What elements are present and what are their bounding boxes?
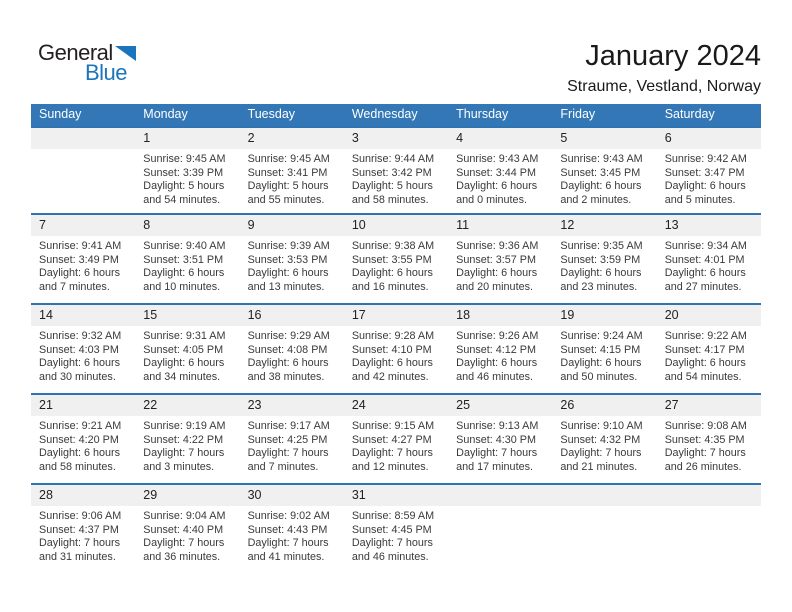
sunset-text: Sunset: 4:17 PM <box>664 343 745 356</box>
day-number-10: 10 <box>351 218 366 232</box>
sunrise-text: Sunrise: 9:38 AM <box>351 240 435 252</box>
day-cell-11 <box>448 236 552 294</box>
daylight1-text: Daylight: 7 hours <box>143 447 225 459</box>
week-3-number-band <box>31 305 761 326</box>
sunset-text: Sunset: 4:01 PM <box>664 253 745 266</box>
daylight2-text: and 17 minutes. <box>456 460 533 473</box>
daylight1-text: Daylight: 6 hours <box>143 357 225 369</box>
daylight1-text: Daylight: 6 hours <box>664 357 746 369</box>
day-header-monday: Monday <box>143 107 188 121</box>
daylight2-text: and 16 minutes. <box>351 280 429 293</box>
day-number-26: 26 <box>560 398 575 412</box>
day-number-20: 20 <box>664 308 679 322</box>
week-4-detail-band <box>31 416 761 474</box>
daylight1-text: Daylight: 6 hours <box>560 180 642 192</box>
sunrise-text: Sunrise: 9:45 AM <box>143 153 226 165</box>
daylight1-text: Daylight: 7 hours <box>351 537 433 549</box>
day-number-23: 23 <box>247 398 262 412</box>
daylight2-text: and 36 minutes. <box>143 550 221 563</box>
day-cell-12 <box>552 236 656 294</box>
sunset-text: Sunset: 4:30 PM <box>456 433 536 446</box>
daylight1-text: Daylight: 7 hours <box>560 447 642 459</box>
day-cell-empty <box>448 506 552 564</box>
day-cell-3 <box>344 149 448 207</box>
day-cell-25 <box>448 416 552 474</box>
daylight1-text: Daylight: 6 hours <box>39 447 121 459</box>
daylight1-text: Daylight: 6 hours <box>351 357 433 369</box>
sunset-text: Sunset: 4:43 PM <box>247 523 328 536</box>
daylight2-text: and 30 minutes. <box>39 370 116 383</box>
week-2-number-band <box>31 215 761 236</box>
sunset-text: Sunset: 3:45 PM <box>560 166 641 179</box>
daylight1-text: Daylight: 7 hours <box>351 447 433 459</box>
sunrise-text: Sunrise: 9:24 AM <box>560 330 643 342</box>
daylight1-text: Daylight: 6 hours <box>247 357 329 369</box>
day-number-empty <box>31 128 135 149</box>
day-cell-28 <box>31 506 135 564</box>
week-row-1 <box>31 126 761 213</box>
week-row-4 <box>31 393 761 483</box>
sunset-text: Sunset: 4:15 PM <box>560 343 641 356</box>
sunset-text: Sunset: 4:40 PM <box>143 523 224 536</box>
daylight2-text: and 13 minutes. <box>247 280 325 293</box>
sunset-text: Sunset: 4:25 PM <box>247 433 328 446</box>
sunset-text: Sunset: 3:57 PM <box>456 253 536 266</box>
sunset-text: Sunset: 4:32 PM <box>560 433 641 446</box>
day-number-12: 12 <box>560 218 575 232</box>
day-number-6: 6 <box>664 131 672 145</box>
logo-triangle-icon <box>115 46 136 61</box>
daylight2-text: and 7 minutes. <box>39 280 110 293</box>
day-cell-23 <box>240 416 344 474</box>
daylight2-text: and 12 minutes. <box>351 460 429 473</box>
day-cell-15 <box>135 326 239 384</box>
day-cell-4 <box>448 149 552 207</box>
sunrise-text: Sunrise: 9:17 AM <box>247 420 330 432</box>
day-number-31: 31 <box>351 488 366 502</box>
daylight2-text: and 58 minutes. <box>39 460 116 473</box>
day-cell-5 <box>552 149 656 207</box>
sunrise-text: Sunrise: 9:43 AM <box>456 153 539 165</box>
day-cell-6 <box>657 149 761 207</box>
day-cell-10 <box>344 236 448 294</box>
day-number-30: 30 <box>247 488 262 502</box>
daylight2-text: and 41 minutes. <box>247 550 325 563</box>
sunset-text: Sunset: 4:45 PM <box>351 523 432 536</box>
daylight2-text: and 0 minutes. <box>456 193 527 206</box>
daylight2-text: and 58 minutes. <box>351 193 429 206</box>
daylight2-text: and 27 minutes. <box>664 280 742 293</box>
sunrise-text: Sunrise: 9:06 AM <box>39 510 122 522</box>
sunset-text: Sunset: 3:42 PM <box>351 166 432 179</box>
sunrise-text: Sunrise: 9:21 AM <box>39 420 122 432</box>
day-number-29: 29 <box>143 488 158 502</box>
sunrise-text: Sunrise: 9:13 AM <box>456 420 539 432</box>
daylight1-text: Daylight: 6 hours <box>39 357 121 369</box>
sunrise-text: Sunrise: 9:28 AM <box>351 330 435 342</box>
calendar-table <box>31 104 761 573</box>
sunrise-text: Sunrise: 9:40 AM <box>143 240 226 252</box>
sunrise-text: Sunrise: 9:44 AM <box>351 153 435 165</box>
logo-text-blue: Blue <box>85 60 128 85</box>
sunset-text: Sunset: 4:08 PM <box>247 343 328 356</box>
day-cell-20 <box>657 326 761 384</box>
day-cell-17 <box>344 326 448 384</box>
day-cell-empty <box>552 506 656 564</box>
day-cell-30 <box>240 506 344 564</box>
daylight1-text: Daylight: 6 hours <box>456 357 538 369</box>
daylight1-text: Daylight: 7 hours <box>664 447 746 459</box>
daylight2-text: and 50 minutes. <box>560 370 638 383</box>
day-number-13: 13 <box>664 218 679 232</box>
sunset-text: Sunset: 3:44 PM <box>456 166 536 179</box>
sunset-text: Sunset: 3:47 PM <box>664 166 745 179</box>
day-header-tuesday: Tuesday <box>247 107 296 121</box>
daylight1-text: Daylight: 6 hours <box>560 267 642 279</box>
day-cell-19 <box>552 326 656 384</box>
daylight2-text: and 54 minutes. <box>664 370 742 383</box>
sunrise-text: Sunrise: 9:08 AM <box>664 420 747 432</box>
day-cell-7 <box>31 236 135 294</box>
daylight1-text: Daylight: 6 hours <box>351 267 433 279</box>
sunset-text: Sunset: 4:37 PM <box>39 523 119 536</box>
daylight1-text: Daylight: 6 hours <box>247 267 329 279</box>
day-number-8: 8 <box>143 218 151 232</box>
general-blue-logo <box>38 40 136 85</box>
day-cell-29 <box>135 506 239 564</box>
daylight1-text: Daylight: 6 hours <box>560 357 642 369</box>
daylight1-text: Daylight: 7 hours <box>247 447 329 459</box>
day-header-sunday: Sunday <box>39 107 82 121</box>
daylight2-text: and 34 minutes. <box>143 370 221 383</box>
daylight1-text: Daylight: 6 hours <box>456 180 538 192</box>
week-1-detail-band <box>31 149 761 207</box>
sunset-text: Sunset: 4:22 PM <box>143 433 224 446</box>
page-title: January 2024 <box>585 40 761 72</box>
daylight1-text: Daylight: 6 hours <box>143 267 225 279</box>
day-number-27: 27 <box>664 398 679 412</box>
day-cell-31 <box>344 506 448 564</box>
day-cell-27 <box>657 416 761 474</box>
daylight1-text: Daylight: 6 hours <box>456 267 538 279</box>
daylight1-text: Daylight: 7 hours <box>247 537 329 549</box>
sunrise-text: Sunrise: 9:10 AM <box>560 420 643 432</box>
day-number-28: 28 <box>39 488 53 502</box>
sunset-text: Sunset: 4:03 PM <box>39 343 119 356</box>
sunrise-text: Sunrise: 9:15 AM <box>351 420 435 432</box>
daylight2-text: and 2 minutes. <box>560 193 632 206</box>
day-header-wednesday: Wednesday <box>351 107 418 121</box>
daylight1-text: Daylight: 5 hours <box>247 180 329 192</box>
day-cell-2 <box>240 149 344 207</box>
page-subtitle: Straume, Vestland, Norway <box>567 78 761 95</box>
day-cell-24 <box>344 416 448 474</box>
day-cell-empty <box>31 149 135 207</box>
day-number-17: 17 <box>351 308 366 322</box>
sunrise-text: Sunrise: 9:45 AM <box>247 153 330 165</box>
sunrise-text: Sunrise: 9:02 AM <box>247 510 330 522</box>
sunset-text: Sunset: 3:41 PM <box>247 166 328 179</box>
day-number-22: 22 <box>143 398 158 412</box>
day-number-19: 19 <box>560 308 575 322</box>
week-row-5 <box>31 483 761 573</box>
daylight1-text: Daylight: 5 hours <box>351 180 433 192</box>
day-number-18: 18 <box>456 308 471 322</box>
day-number-16: 16 <box>247 308 262 322</box>
daylight1-text: Daylight: 6 hours <box>664 180 746 192</box>
sunset-text: Sunset: 4:35 PM <box>664 433 745 446</box>
day-number-15: 15 <box>143 308 158 322</box>
day-number-1: 1 <box>143 131 151 145</box>
title-block <box>567 40 761 96</box>
daylight2-text: and 20 minutes. <box>456 280 533 293</box>
day-number-3: 3 <box>351 131 359 145</box>
sunset-text: Sunset: 4:20 PM <box>39 433 119 446</box>
daylight2-text: and 5 minutes. <box>664 193 736 206</box>
sunrise-text: Sunrise: 9:04 AM <box>143 510 226 522</box>
day-number-11: 11 <box>456 218 470 232</box>
day-header-row <box>31 104 761 126</box>
daylight2-text: and 46 minutes. <box>351 550 429 563</box>
week-5-number-band <box>31 485 761 506</box>
day-cell-14 <box>31 326 135 384</box>
day-number-14: 14 <box>39 308 53 322</box>
day-cell-13 <box>657 236 761 294</box>
daylight2-text: and 26 minutes. <box>664 460 742 473</box>
day-cell-8 <box>135 236 239 294</box>
daylight2-text: and 38 minutes. <box>247 370 325 383</box>
daylight1-text: Daylight: 6 hours <box>39 267 121 279</box>
sunrise-text: Sunrise: 9:34 AM <box>664 240 747 252</box>
week-4-number-band <box>31 395 761 416</box>
daylight2-text: and 54 minutes. <box>143 193 221 206</box>
daylight2-text: and 21 minutes. <box>560 460 638 473</box>
day-number-empty <box>552 485 656 506</box>
sunrise-text: Sunrise: 9:22 AM <box>664 330 747 342</box>
sunrise-text: Sunrise: 9:35 AM <box>560 240 643 252</box>
day-number-21: 21 <box>39 398 53 412</box>
sunrise-text: Sunrise: 9:19 AM <box>143 420 226 432</box>
sunset-text: Sunset: 4:27 PM <box>351 433 432 446</box>
sunrise-text: Sunrise: 9:43 AM <box>560 153 643 165</box>
day-cell-22 <box>135 416 239 474</box>
daylight1-text: Daylight: 5 hours <box>143 180 225 192</box>
sunset-text: Sunset: 3:55 PM <box>351 253 432 266</box>
daylight2-text: and 3 minutes. <box>143 460 215 473</box>
logo-text-general: General <box>38 40 113 65</box>
daylight1-text: Daylight: 6 hours <box>664 267 746 279</box>
day-header-saturday: Saturday <box>664 107 715 121</box>
day-number-9: 9 <box>247 218 255 232</box>
sunset-text: Sunset: 3:53 PM <box>247 253 328 266</box>
sunset-text: Sunset: 4:12 PM <box>456 343 536 356</box>
sunrise-text: Sunrise: 9:39 AM <box>247 240 330 252</box>
daylight2-text: and 10 minutes. <box>143 280 221 293</box>
day-number-2: 2 <box>247 131 255 145</box>
day-cell-18 <box>448 326 552 384</box>
day-cell-1 <box>135 149 239 207</box>
sunrise-text: Sunrise: 9:26 AM <box>456 330 539 342</box>
day-cell-9 <box>240 236 344 294</box>
sunrise-text: Sunrise: 9:29 AM <box>247 330 330 342</box>
week-1-number-band <box>31 128 761 149</box>
day-cell-empty <box>657 506 761 564</box>
daylight1-text: Daylight: 7 hours <box>143 537 225 549</box>
sunrise-text: Sunrise: 9:42 AM <box>664 153 747 165</box>
week-5-detail-band <box>31 506 761 564</box>
weeks-container <box>31 126 761 573</box>
day-cell-21 <box>31 416 135 474</box>
week-2-detail-band <box>31 236 761 294</box>
day-number-5: 5 <box>560 131 568 145</box>
sunset-text: Sunset: 3:39 PM <box>143 166 224 179</box>
daylight2-text: and 42 minutes. <box>351 370 429 383</box>
day-header-thursday: Thursday <box>456 107 509 121</box>
day-number-empty <box>657 485 761 506</box>
daylight2-text: and 31 minutes. <box>39 550 116 563</box>
week-3-detail-band <box>31 326 761 384</box>
day-number-7: 7 <box>39 218 46 232</box>
sunrise-text: Sunrise: 9:32 AM <box>39 330 122 342</box>
sunset-text: Sunset: 4:05 PM <box>143 343 224 356</box>
day-header-friday: Friday <box>560 107 596 121</box>
day-number-24: 24 <box>351 398 366 412</box>
daylight2-text: and 46 minutes. <box>456 370 533 383</box>
sunrise-text: Sunrise: 9:36 AM <box>456 240 539 252</box>
sunset-text: Sunset: 3:51 PM <box>143 253 224 266</box>
sunset-text: Sunset: 3:49 PM <box>39 253 119 266</box>
day-number-25: 25 <box>456 398 471 412</box>
day-cell-16 <box>240 326 344 384</box>
sunrise-text: Sunrise: 9:41 AM <box>39 240 122 252</box>
day-number-empty <box>448 485 552 506</box>
sunrise-text: Sunrise: 9:31 AM <box>143 330 226 342</box>
daylight2-text: and 23 minutes. <box>560 280 638 293</box>
week-row-3 <box>31 303 761 393</box>
sunset-text: Sunset: 4:10 PM <box>351 343 432 356</box>
sunrise-text: Sunrise: 8:59 AM <box>351 510 435 522</box>
sunset-text: Sunset: 3:59 PM <box>560 253 641 266</box>
daylight2-text: and 7 minutes. <box>247 460 319 473</box>
daylight1-text: Daylight: 7 hours <box>456 447 538 459</box>
day-number-4: 4 <box>456 131 464 145</box>
daylight2-text: and 55 minutes. <box>247 193 325 206</box>
daylight1-text: Daylight: 7 hours <box>39 537 121 549</box>
week-row-2 <box>31 213 761 303</box>
day-cell-26 <box>552 416 656 474</box>
